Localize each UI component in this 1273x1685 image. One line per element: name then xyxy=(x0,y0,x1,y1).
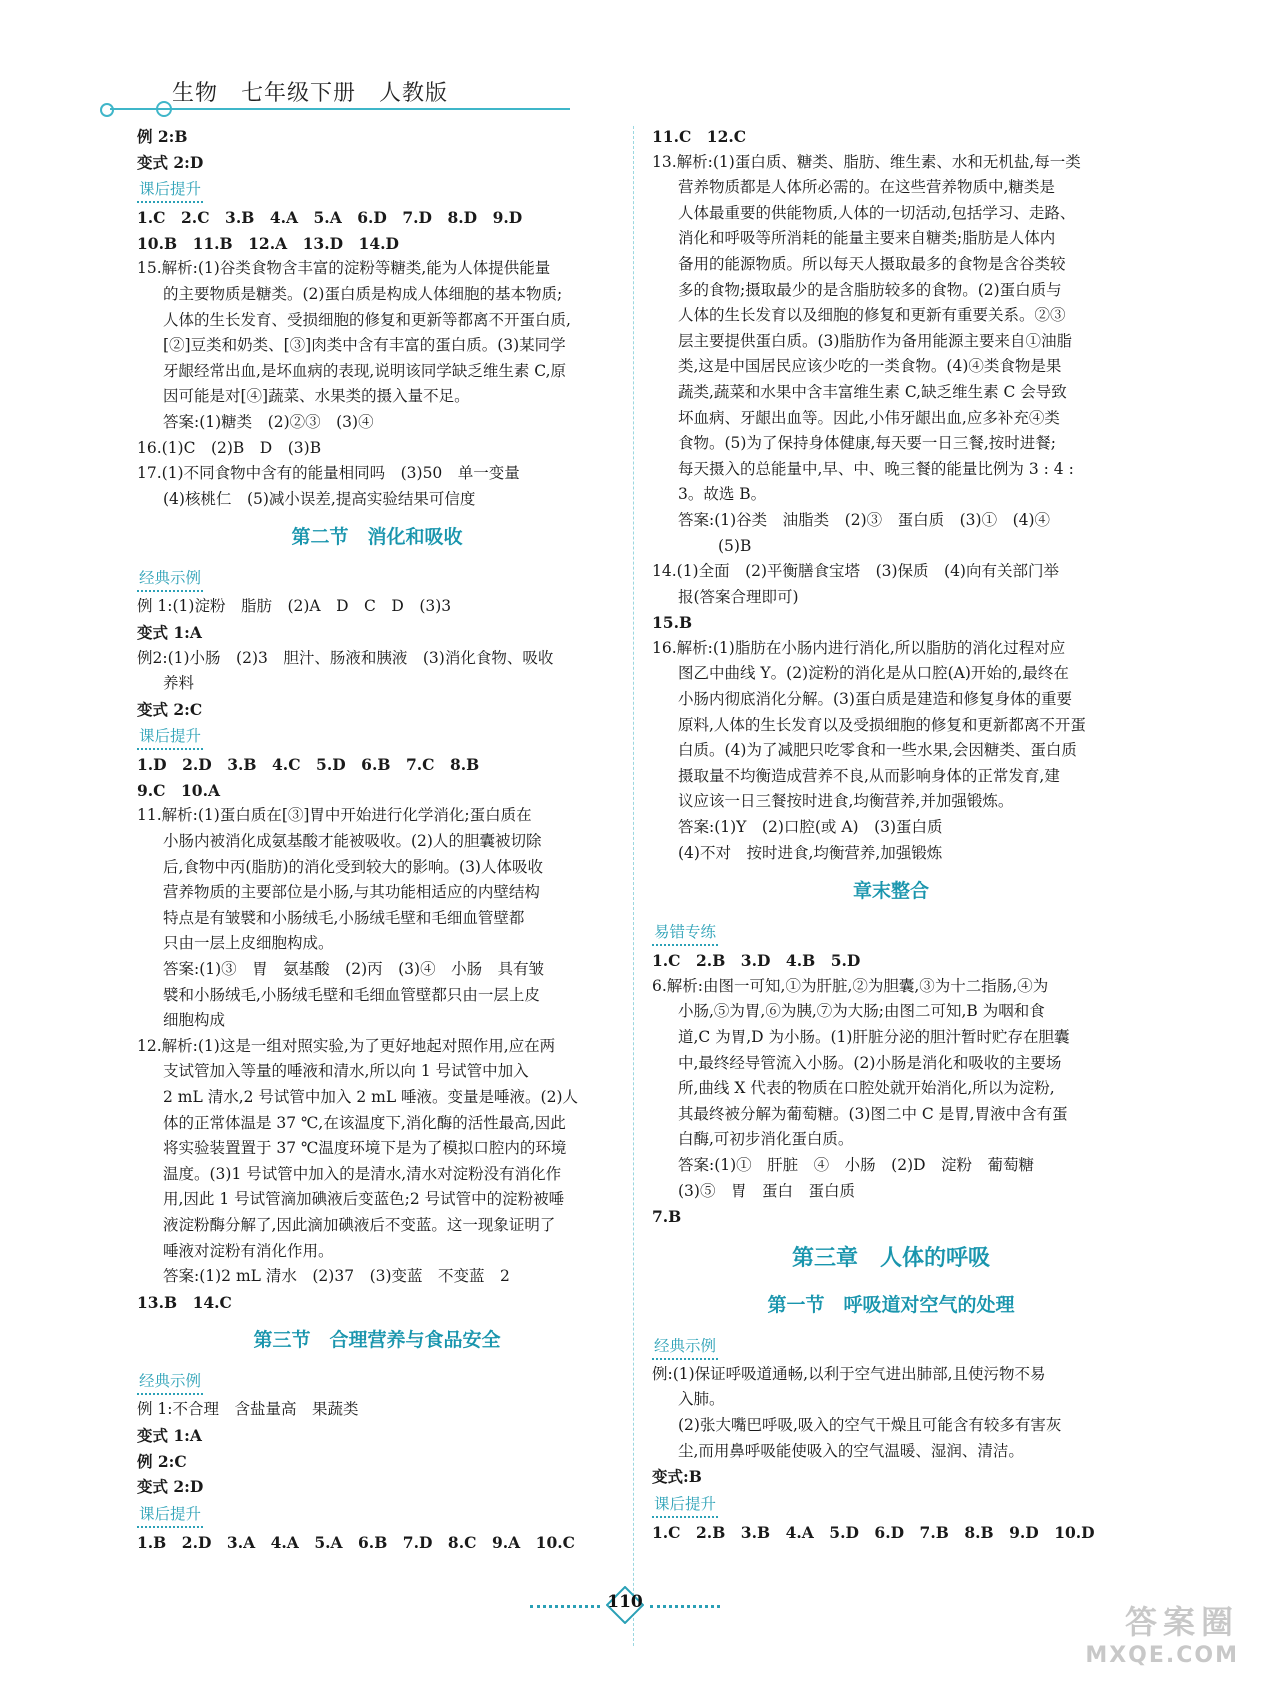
analysis-line: 其最终被分解为葡萄糖。(3)图二中 C 是胃,胃液中含有蛋 xyxy=(678,1104,1068,1123)
page-number-dots-right xyxy=(650,1605,720,1608)
analysis-line: 类,这是中国居民应该少吃的一类食物。(4)④类食物是果 xyxy=(678,357,1062,376)
analysis-line: 3。故选 B。 xyxy=(678,485,767,504)
answer-line: 16.(1)C (2)B D (3)B xyxy=(137,438,322,457)
analysis-line: 多的食物;摄取最少的是含脂肪较多的食物。(2)蛋白质与 xyxy=(678,280,1062,299)
answer-line: 10.B 11.B 12.A 13.D 14.D xyxy=(137,233,399,253)
analysis-line: [②]豆类和奶类、[③]肉类中含有丰富的蛋白质。(3)某同学 xyxy=(163,336,566,355)
analysis-line: 唾液对淀粉有消化作用。 xyxy=(163,1241,334,1260)
answer-line: 答案:(1)2 mL 清水 (2)37 (3)变蓝 不变蓝 2 xyxy=(163,1267,510,1286)
answer-line: 答案:(1)① 肝脏 ④ 小肠 (2)D 淀粉 葡萄糖 xyxy=(678,1155,1035,1174)
analysis-line: 11.解析:(1)蛋白质在[③]胃中开始进行化学消化;蛋白质在 xyxy=(137,806,532,825)
answer-line: 答案:(1)糖类 (2)②③ (3)④ xyxy=(163,412,374,431)
analysis-line: 12.解析:(1)这是一组对照实验,为了更好地起对照作用,应在两 xyxy=(137,1036,556,1055)
answer-line: 例2:(1)小肠 (2)3 胆汁、肠液和胰液 (3)消化食物、吸收 xyxy=(137,648,554,667)
analysis-line: 因可能是对[④]蔬菜、水果类的摄入量不足。 xyxy=(163,387,470,406)
analysis-line: 所,曲线 X 代表的物质在口腔处就开始消化,所以为淀粉, xyxy=(678,1079,1055,1098)
page-number-badge xyxy=(530,1586,730,1626)
analysis-line: 白酶,可初步消化蛋白质。 xyxy=(678,1130,854,1149)
answer-line: 报(答案合理即可) xyxy=(678,587,799,606)
analysis-line: 只由一层上皮细胞构成。 xyxy=(163,934,334,953)
analysis-line: 人体的生长发育以及细胞的修复和更新有重要关系。②③ xyxy=(678,306,1066,325)
left-column xyxy=(137,124,617,1555)
analysis-line: 消化和呼吸等所消耗的能量主要来自糖类;脂肪是人体内 xyxy=(678,229,1056,248)
analysis-line: 15.解析:(1)谷类食物含丰富的淀粉等糖类,能为人体提供能量 xyxy=(137,259,551,278)
answer-line: 14.(1)全面 (2)平衡膳食宝塔 (3)保质 (4)向有关部门举 xyxy=(652,562,1059,581)
analysis-line: 小肠,⑤为胃,⑥为胰,⑦为大肠;由图二可知,B 为咽和食 xyxy=(678,1002,1045,1021)
analysis-line: 白质。(4)为了减肥只吃零食和一些水果,会因糖类、蛋白质 xyxy=(678,741,1077,760)
answer-line: (3)⑤ 胃 蛋白 蛋白质 xyxy=(678,1181,855,1200)
section-heading: 第二节 消化和吸收 xyxy=(291,526,463,549)
answer-line: 尘,而用鼻呼吸能使吸入的空气温暖、湿润、清洁。 xyxy=(678,1441,1024,1460)
analysis-line: 原料,人体的生长发育以及受损细胞的修复和更新都离不开蛋 xyxy=(678,715,1086,734)
analysis-line: 16.解析:(1)脂肪在小肠内进行消化,所以脂肪的消化过程对应 xyxy=(652,638,1066,657)
page-number: 110 xyxy=(607,1592,643,1612)
analysis-line: 支试管加入等量的唾液和清水,所以向 1 号试管中加入 xyxy=(163,1062,529,1081)
analysis-line: 体的正常体温是 37 ℃,在该温度下,消化酶的活性最高,因此 xyxy=(163,1113,566,1132)
answer-line: 7.B xyxy=(652,1207,682,1227)
answer-line: (5)B xyxy=(718,536,752,555)
answer-line: 9.C 10.A xyxy=(137,780,221,800)
answer-line: 1.C 2.B 3.B 4.A 5.D 6.D 7.B 8.B 9.D 10.D xyxy=(652,1522,1095,1542)
analysis-line: 13.解析:(1)蛋白质、糖类、脂肪、维生素、水和无机盐,每一类 xyxy=(652,152,1081,171)
analysis-line: 蔬类,蔬菜和水果中含丰富维生素 C,缺乏维生素 C 会导致 xyxy=(678,382,1067,401)
answer-line: (4)核桃仁 (5)减小误差,提高实验结果可信度 xyxy=(163,489,476,508)
section-label-examples: 经典示例 xyxy=(137,1369,203,1395)
analysis-line: 坏血病、牙龈出血等。因此,小伟牙龈出血,应多补充④类 xyxy=(678,408,1060,427)
header-circle-small xyxy=(100,103,114,117)
answer-line: 养料 xyxy=(163,674,195,693)
section-label-after-class: 课后提升 xyxy=(137,177,203,203)
header-rule xyxy=(110,108,570,110)
answer-line: 11.C 12.C xyxy=(652,127,747,146)
right-column xyxy=(652,124,1130,1545)
answer-line: 变式:B xyxy=(652,1467,702,1487)
answer-line: 1.C 2.C 3.B 4.A 5.A 6.D 7.D 8.D 9.D xyxy=(137,208,523,228)
answer-line: 17.(1)不同食物中含有的能量相同吗 (3)50 单一变量 xyxy=(137,464,520,483)
analysis-line: 用,因此 1 号试管滴加碘液后变蓝色;2 号试管中的淀粉被唾 xyxy=(163,1190,565,1209)
analysis-line: 人体的生长发育、受损细胞的修复和更新等都离不开蛋白质, xyxy=(163,310,571,329)
answer-line: 答案:(1)③ 胃 氨基酸 (2)丙 (3)④ 小肠 具有皱 xyxy=(163,960,545,979)
analysis-line: 牙龈经常出血,是坏血病的表现,说明该同学缺乏维生素 C,原 xyxy=(163,361,567,380)
section-heading: 第一节 呼吸道对空气的处理 xyxy=(767,1293,1015,1316)
analysis-line: 2 mL 清水,2 号试管中加入 2 mL 唾液。变量是唾液。(2)人 xyxy=(163,1088,579,1106)
answer-line: 1.D 2.D 3.B 4.C 5.D 6.B 7.C 8.B xyxy=(137,755,480,775)
page-number-dots-left xyxy=(530,1605,600,1608)
answer-line: 变式 2:C xyxy=(137,699,203,719)
analysis-line: 后,食物中丙(脂肪)的消化受到较大的影响。(3)人体吸收 xyxy=(163,857,543,876)
answer-line: 13.B 14.C xyxy=(137,1292,232,1312)
answer-line: 答案:(1)谷类 油脂类 (2)③ 蛋白质 (3)① (4)④ xyxy=(678,510,1051,529)
answer-line: 15.B xyxy=(652,613,693,633)
analysis-line: 人体最重要的供能物质,人体的一切活动,包括学习、走路、 xyxy=(678,203,1076,222)
answer-line: 入肺。 xyxy=(678,1390,725,1409)
watermark-url: MXQE.COM xyxy=(1085,1643,1239,1668)
answer-line: (4)不对 按时进食,均衡营养,加强锻炼 xyxy=(678,843,943,862)
analysis-line: 营养物质的主要部位是小肠,与其功能相适应的内壁结构 xyxy=(163,883,540,902)
answer-line: 1.C 2.B 3.D 4.B 5.D xyxy=(652,951,861,971)
analysis-line: 的主要物质是糖类。(2)蛋白质是构成人体细胞的基本物质; xyxy=(163,284,563,303)
section-label-error-practice: 易错专练 xyxy=(652,920,718,946)
answer-line: 答案:(1)Y (2)口腔(或 A) (3)蛋白质 xyxy=(678,818,943,837)
answer-line: (2)张大嘴巴呼吸,吸入的空气干燥且可能含有较多有害灰 xyxy=(678,1415,1062,1434)
analysis-line: 6.解析:由图一可知,①为肝脏,②为胆囊,③为十二指肠,④为 xyxy=(652,976,1049,995)
section-label-examples: 经典示例 xyxy=(137,566,203,592)
analysis-line: 中,最终经导管流入小肠。(2)小肠是消化和吸收的主要场 xyxy=(678,1053,1062,1072)
answer-line: 例 2:C xyxy=(137,1451,187,1471)
analysis-line: 议应该一日三餐按时进食,均衡营养,并加强锻炼。 xyxy=(678,792,1014,811)
answer-line: 襞和小肠绒毛,小肠绒毛壁和毛细血管壁都只由一层上皮 xyxy=(163,985,540,1004)
section-heading: 章末整合 xyxy=(852,880,929,903)
answer-line: 例 2:B xyxy=(137,127,188,146)
analysis-line: 营养物质都是人体所必需的。在这些营养物质中,糖类是 xyxy=(678,178,1055,197)
running-header xyxy=(100,70,570,116)
analysis-line: 小肠内彻底消化分解。(3)蛋白质是建造和修复身体的重要 xyxy=(678,690,1072,709)
analysis-line: 摄取量不均衡造成营养不良,从而影响身体的正常发育,建 xyxy=(678,766,1060,785)
section-label-after-class: 课后提升 xyxy=(137,1502,203,1528)
analysis-line: 每天摄入的总能量中,早、中、晚三餐的能量比例为 3 : 4 : xyxy=(678,459,1074,478)
section-heading: 第三节 合理营养与食品安全 xyxy=(253,1329,501,1352)
watermark xyxy=(1069,1597,1239,1667)
chapter-heading: 第三章 人体的呼吸 xyxy=(791,1245,990,1271)
analysis-line: 液淀粉酶分解了,因此滴加碘液后不变蓝。这一现象证明了 xyxy=(163,1215,556,1234)
analysis-line: 将实验装置置于 37 ℃温度环境下是为了模拟口腔内的环境 xyxy=(163,1139,567,1158)
analysis-line: 层主要提供蛋白质。(3)脂肪作为备用能源主要来自①油脂 xyxy=(678,331,1072,350)
answer-line: 1.B 2.D 3.A 4.A 5.A 6.B 7.D 8.C 9.A 10.C xyxy=(137,1532,575,1552)
section-label-after-class: 课后提升 xyxy=(652,1492,718,1518)
header-title: 生物 七年级下册 人教版 xyxy=(172,81,449,106)
analysis-line: 道,C 为胃,D 为小肠。(1)肝脏分泌的胆汁暂时贮存在胆囊 xyxy=(678,1028,1070,1046)
answer-line: 变式 2:D xyxy=(137,152,204,172)
analysis-line: 备用的能源物质。所以每天人摄取最多的食物是含谷类较 xyxy=(678,254,1066,273)
analysis-line: 温度。(3)1 号试管中加入的是清水,清水对淀粉没有消化作 xyxy=(163,1164,562,1183)
answer-line: 例:(1)保证呼吸道通畅,以利于空气进出肺部,且使污物不易 xyxy=(652,1364,1046,1383)
answer-line: 变式 2:D xyxy=(137,1477,204,1497)
analysis-line: 小肠内被消化成氨基酸才能被吸收。(2)人的胆囊被切除 xyxy=(163,832,542,851)
analysis-line: 食物。(5)为了保持身体健康,每天要一日三餐,按时进餐; xyxy=(678,434,1057,453)
watermark-text: 答案圈 xyxy=(1124,1603,1239,1641)
answer-line: 例 1:(1)淀粉 脂肪 (2)A D C D (3)3 xyxy=(137,597,452,616)
answer-line: 变式 1:A xyxy=(137,622,202,642)
section-label-examples: 经典示例 xyxy=(652,1334,718,1360)
answer-line: 细胞构成 xyxy=(163,1011,226,1030)
analysis-line: 特点是有皱襞和小肠绒毛,小肠绒毛壁和毛细血管壁都 xyxy=(163,908,525,927)
column-divider xyxy=(633,126,634,1646)
answer-line: 变式 1:A xyxy=(137,1425,202,1445)
section-label-after-class: 课后提升 xyxy=(137,724,203,750)
analysis-line: 图乙中曲线 Y。(2)淀粉的消化是从口腔(A)开始的,最终在 xyxy=(678,664,1069,683)
answer-line: 例 1:不合理 含盐量高 果蔬类 xyxy=(137,1400,359,1419)
